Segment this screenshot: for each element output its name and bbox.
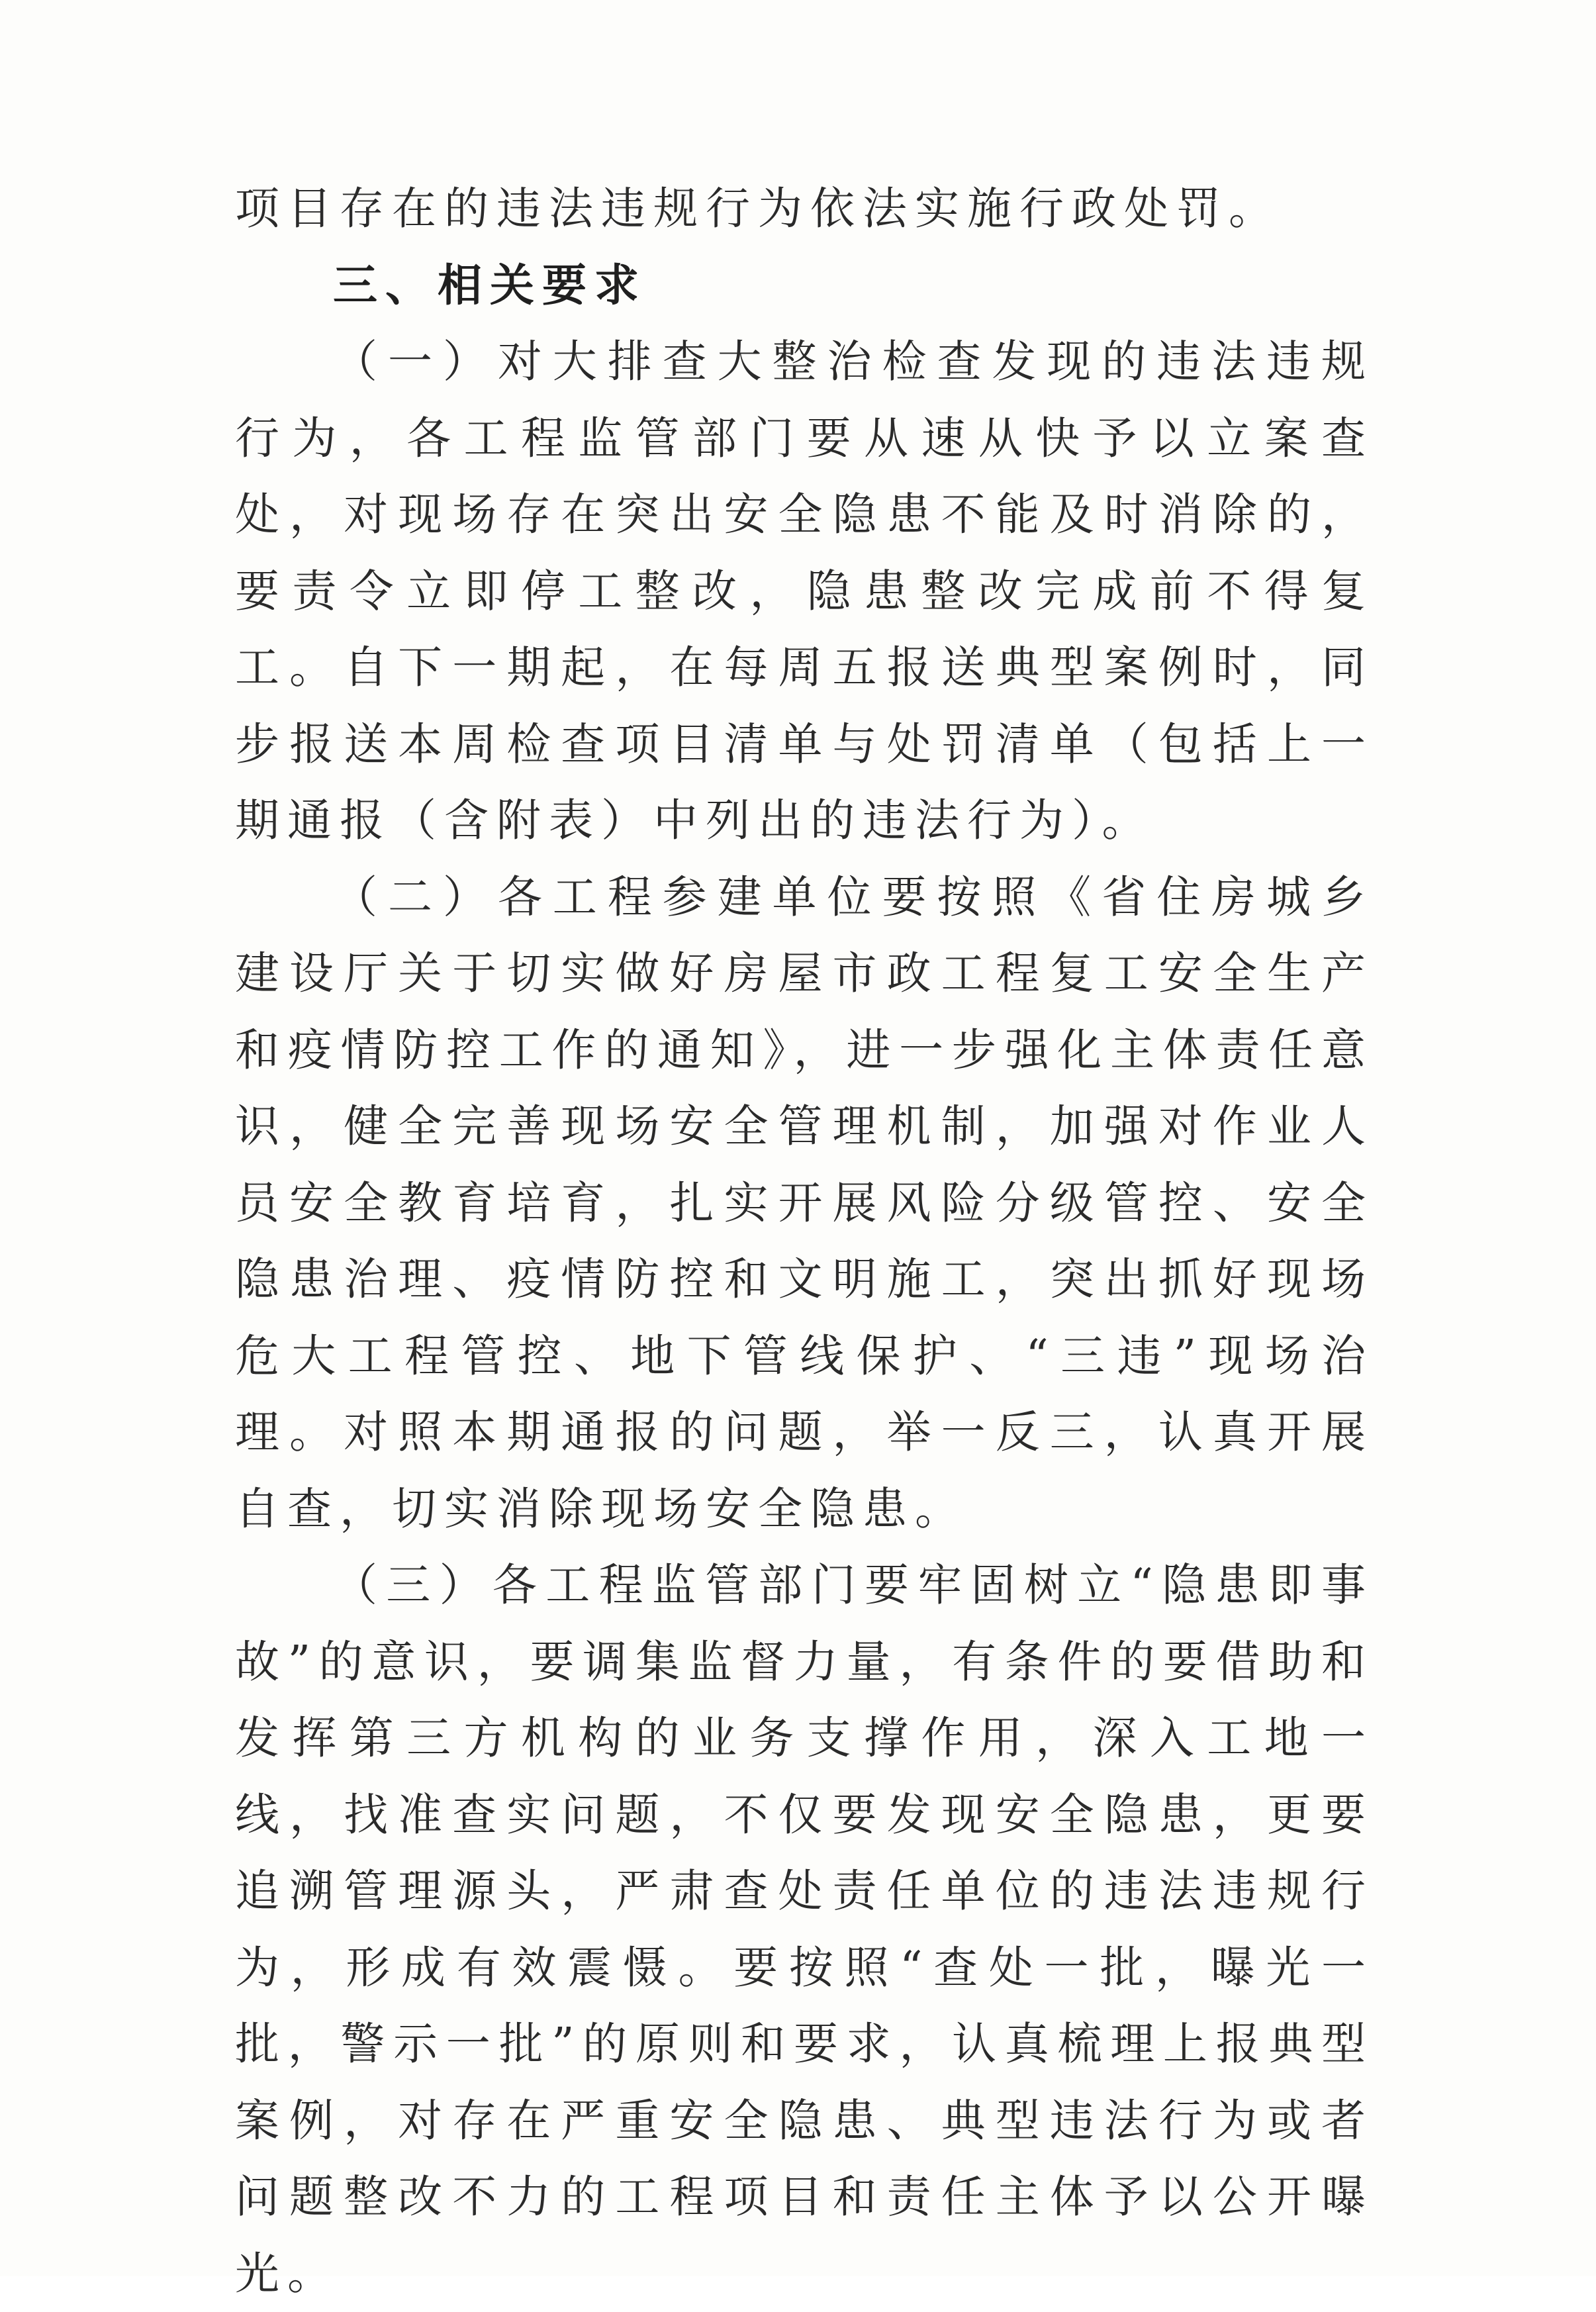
paragraph-requirement-3: （三）各工程监管部门要牢固树立“隐患即事故”的意识，要调集监督力量，有条件的要借助和发挥第三方机构的业务支撑作用，深入工地一线，找准查实问题，不仅要发现安全隐患，更要追溯管理源头，严肃查处责任单位的违法违规行为，形成有效震慑。要按照“查处一批，曝光一批，警示一批”的原则和要求，认真梳理上报典型案例，对存在严重安全隐患、典型违法行为或者问题整改不力的工程项目和责任主体予以公开曝光。 — [235, 1559, 1374, 2299]
document-body — [235, 171, 1374, 2312]
continued-paragraph: 项目存在的违法违规行为依法实施行政处罚。 — [235, 183, 1281, 234]
paragraph-requirement-1: （一）对大排查大整治检查发现的违法违规行为，各工程监管部门要从速从快予以立案查处，对现场存在突出安全隐患不能及时消除的，要责令立即停工整改，隐患整改完成前不得复工。自下一期起，在每周五报送典型案例时，同步报送本周检查项目清单与处罚清单（包括上一期通报（含附表）中列出的违法行为）。 — [235, 336, 1374, 846]
paragraph-requirement-2: （二）各工程参建单位要按照《省住房城乡建设厅关于切实做好房屋市政工程复工安全生产和疫情防控工作的通知》，进一步强化主体责任意识，健全完善现场安全管理机制，加强对作业人员安全教育培育，扎实开展风险分级管控、安全隐患治理、疫情防控和文明施工，突出抓好现场危大工程管控、地下管线保护、“三违”现场治理。对照本期通报的问题，举一反三，认真开展自查，切实消除现场安全隐患。 — [235, 871, 1374, 1535]
section-heading: 三、相关要求 — [333, 259, 647, 311]
